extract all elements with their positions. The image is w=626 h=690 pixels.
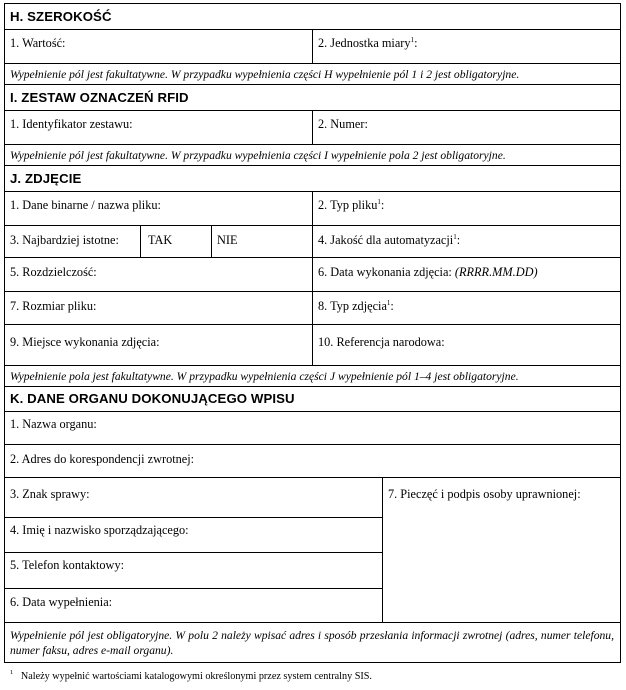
case-reference-field[interactable]: 3. Znak sprawy: [10,487,90,501]
authority-name-field[interactable]: 1. Nazwa organu: [10,417,97,431]
colon: : [390,299,394,313]
section-k-title: K. DANE ORGANU DOKONUJĄCEGO WPISU [10,391,295,406]
return-address-field[interactable]: 2. Adres do korespondencji zwrotnej: [10,452,195,466]
photo-date-field[interactable] [318,266,538,278]
section-j-note: Wypełnienie pola jest fakultatywne. W przypadku wypełnienia części J wypełnienie pól 1–4 jest obligatoryjne. [10,370,519,383]
width-value-field[interactable]: 1. Wartość: [10,36,66,50]
section-i-note: Wypełnienie pól jest fakultatywne. W przypadku wypełnienia części I wypełnienie pola 2 jest obligatoryjne. [10,149,506,162]
column-divider [312,191,313,365]
divider [4,411,621,412]
binary-data-field[interactable]: 1. Dane binarne / nazwa pliku: [10,198,161,212]
footnote-mark: 1 [10,669,14,676]
option-yes[interactable]: TAK [148,233,173,247]
divider [4,63,621,64]
national-reference-field[interactable]: 10. Referencja narodowa: [318,335,445,349]
contact-phone-field[interactable]: 5. Telefon kontaktowy: [10,558,125,572]
colon: : [456,233,461,247]
footnote-ref: 1 [410,36,415,44]
divider [4,517,382,518]
fill-date-field[interactable]: 6. Data wypełnienia: [10,595,113,609]
most-relevant-label: 3. Najbardziej istotne: [10,233,119,247]
footnote-ref: 1 [386,299,391,307]
column-divider [312,110,313,144]
file-type-field[interactable] [318,199,384,211]
divider [4,144,621,145]
photo-type-label: 8. Typ zdjęcia [318,299,387,313]
footnote-ref: 1 [377,198,381,206]
section-h-title: H. SZEROKOŚĆ [10,9,112,24]
set-identifier-field[interactable]: 1. Identyfikator zestawu: [10,117,133,131]
divider [4,622,621,623]
footnote-text: Należy wypełnić wartościami katalogowymi określonymi przez system centralny SIS. [20,671,372,682]
column-divider [140,225,141,257]
photo-location-field[interactable]: 9. Miejsce wykonania zdjęcia: [10,335,160,349]
divider [4,386,621,387]
automation-quality-field[interactable] [318,234,460,246]
divider [4,588,382,589]
colon: : [414,36,418,50]
divider [4,552,382,553]
option-no[interactable]: NIE [217,233,238,247]
photo-type-field[interactable] [318,300,394,312]
divider [4,84,621,85]
resolution-field[interactable]: 5. Rozdzielczość: [10,265,97,279]
column-divider [382,477,383,622]
footnote-ref: 1 [453,233,457,241]
automation-quality-label: 4. Jakość dla automatyzacji [318,233,454,247]
section-k-note: Wypełnienie pól jest obligatoryjne. W polu 2 należy wpisać adres i sposób przesłania informacji zwrotnej (adres, numer telefonu, numer faksu, adres e-mail organu). [10,629,614,657]
divider [4,165,621,166]
column-divider [312,29,313,63]
file-type-label: 2. Typ pliku [318,198,378,212]
preparer-name-field[interactable]: 4. Imię i nazwisko sporządzającego: [10,523,189,537]
photo-date-label: 6. Data wykonania zdjęcia: [318,265,452,279]
unit-field[interactable] [318,37,417,49]
colon: : [380,198,385,212]
date-format-hint: (RRRR.MM.DD) [454,265,538,279]
file-size-field[interactable]: 7. Rozmiar pliku: [10,299,97,313]
section-h-note: Wypełnienie pól jest fakultatywne. W przypadku wypełnienia części H wypełnienie pól 1 i 2 jest obligatoryjne. [10,68,520,81]
number-field[interactable]: 2. Numer: [318,117,368,131]
stamp-signature-field[interactable]: 7. Pieczęć i podpis osoby uprawnionej: [388,487,581,501]
section-j-title: J. ZDJĘCIE [10,171,82,186]
divider [4,444,621,445]
divider [4,365,621,366]
divider [4,477,621,478]
footnote [10,669,372,682]
column-divider [211,225,212,257]
section-i-title: I. ZESTAW OZNACZEŃ RFID [10,90,189,105]
unit-field-label: 2. Jednostka miary [318,36,411,50]
